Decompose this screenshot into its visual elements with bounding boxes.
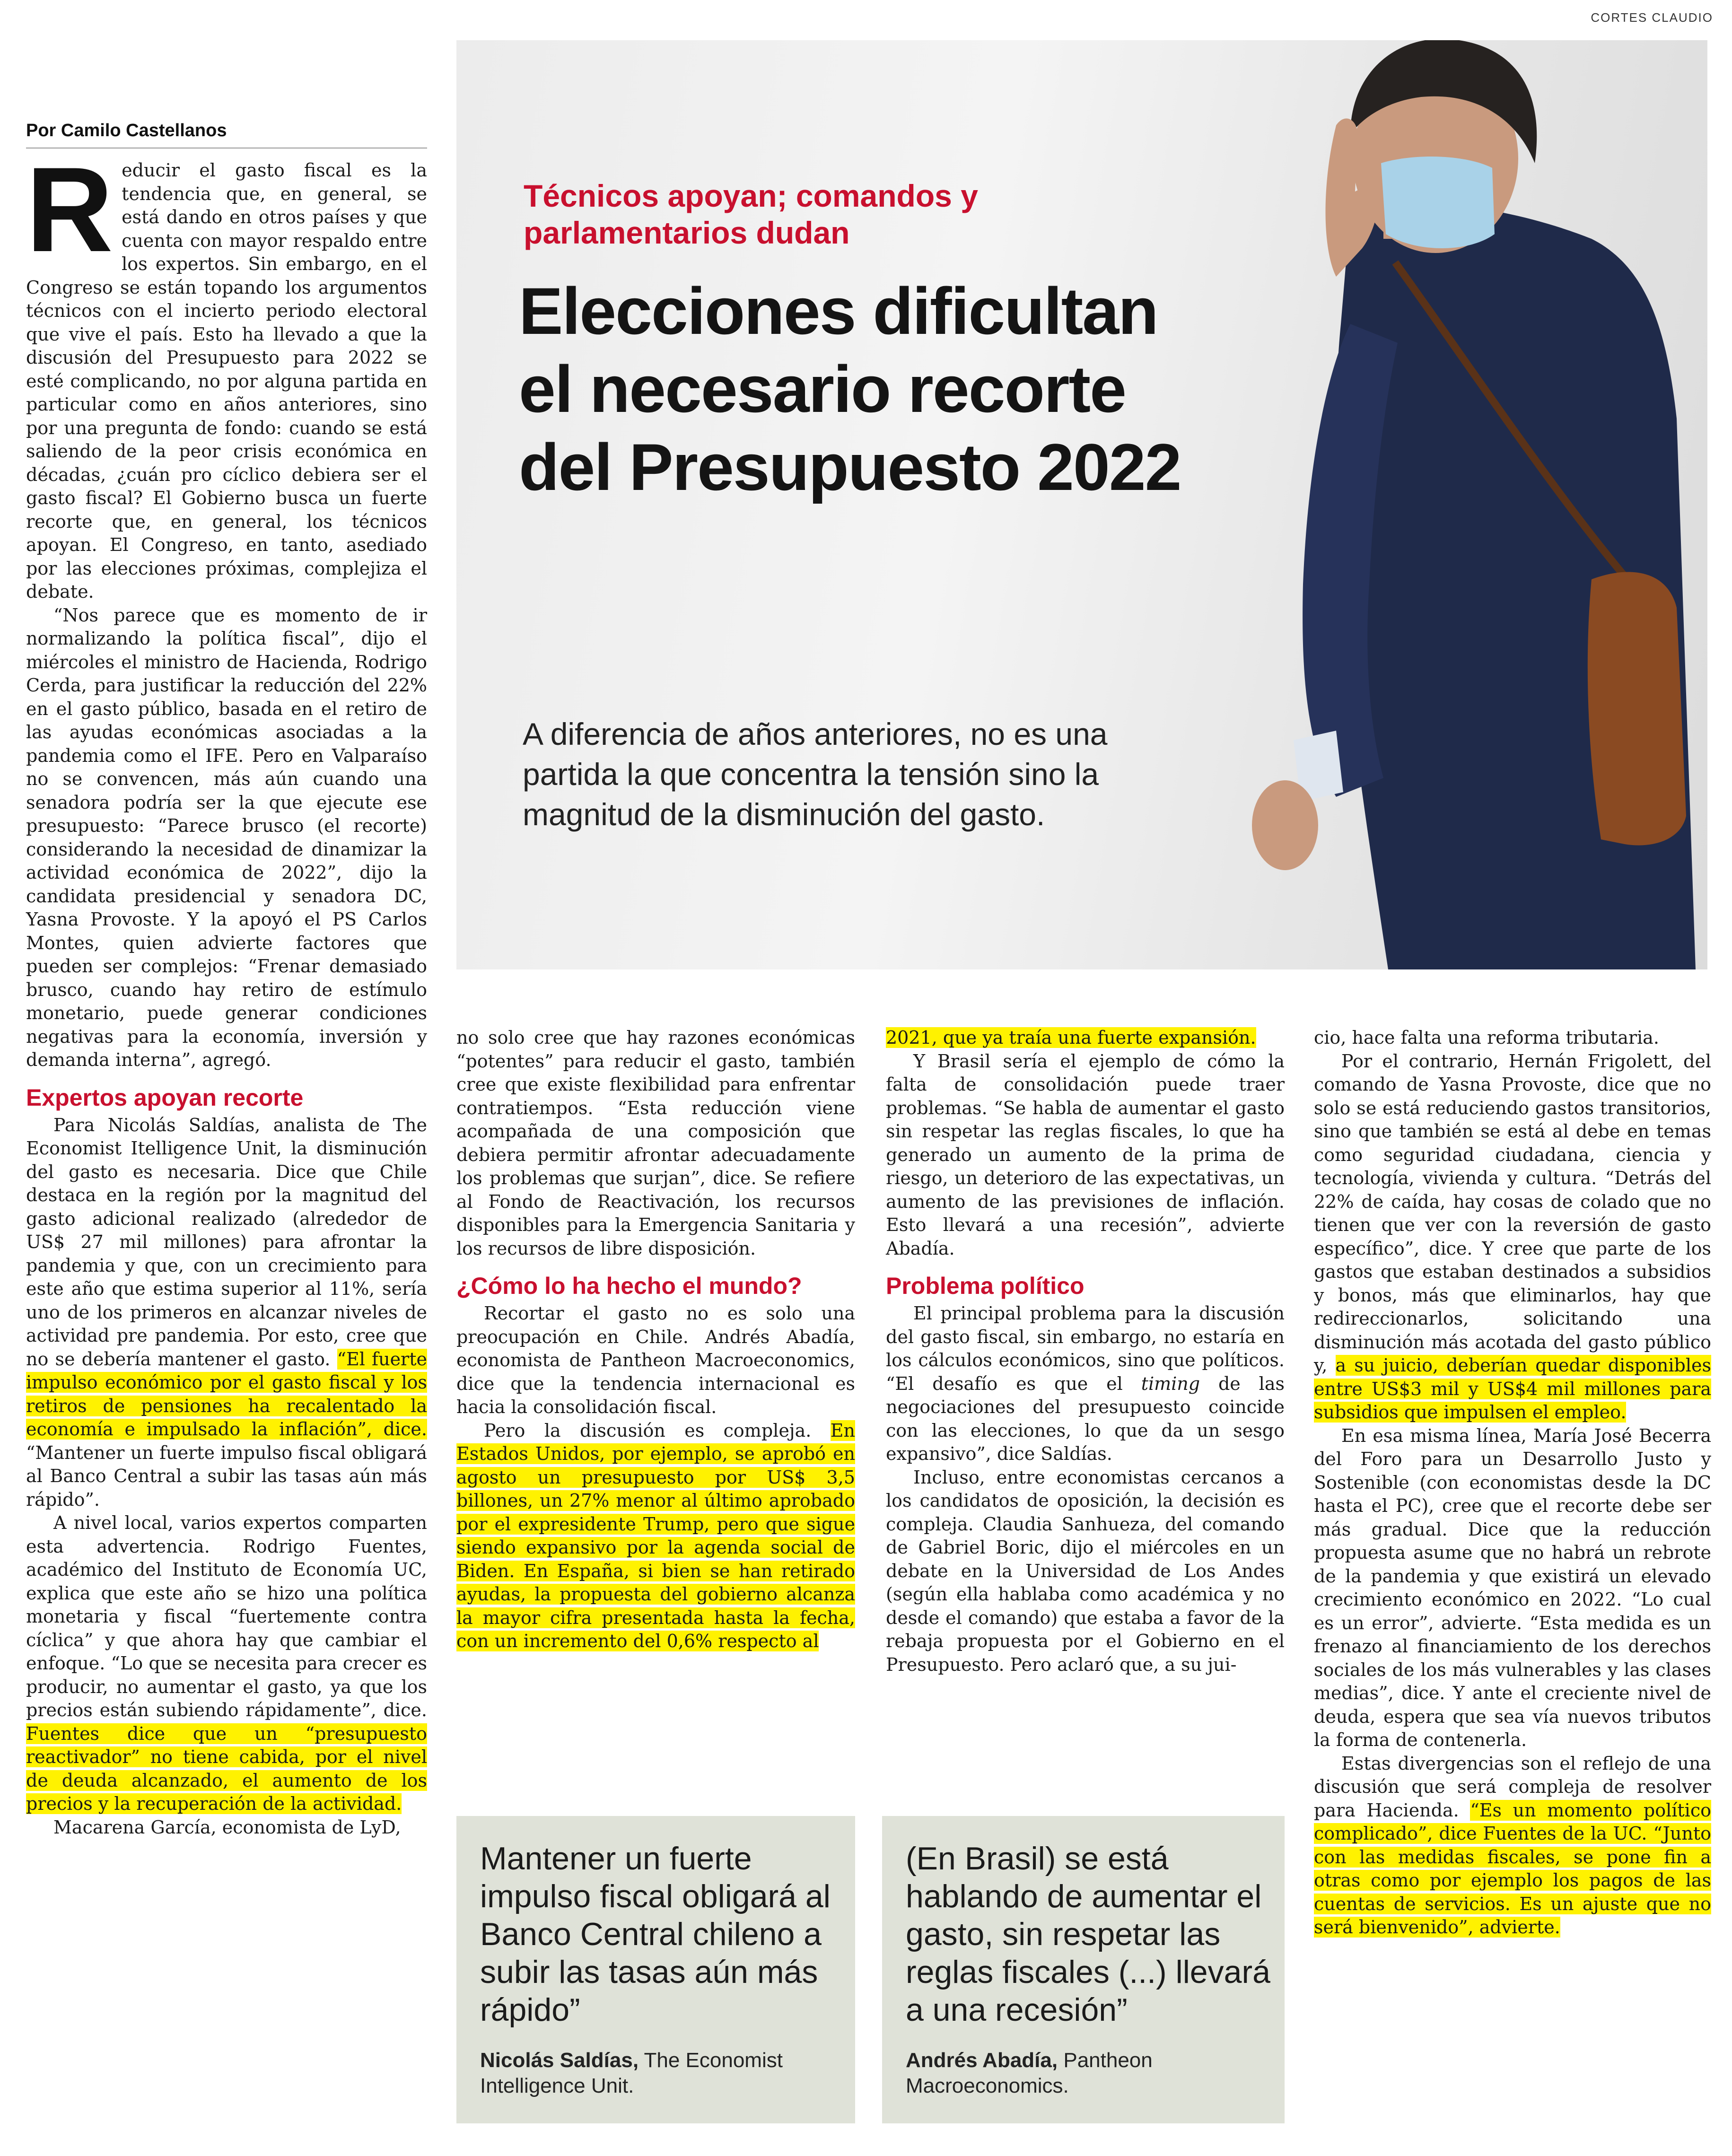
paragraph: [1314, 1752, 1711, 1939]
paragraph-text: Estas divergencias son el reflejo de una discusión que será compleja de resolver para Hacienda.: [1314, 1753, 1711, 1821]
paragraph: [1314, 1050, 1711, 1424]
hero-section: [456, 40, 1707, 969]
paragraph: no solo cree que hay razones económicas “potentes” para reducir el gasto, también cree que existe flexibilidad para enfrentar contratiempos. “Esta reducción viene acompañada de una composición que debiera permitir afrontar adecuadamente los problemas que surjan”, dice. Se refiere al Fondo de Reactivación, los recursos disponibles para la Emergencia Sanitaria y los recursos de libre disposición.: [456, 1027, 855, 1259]
drop-cap: R: [26, 142, 114, 277]
quote-affiliation: The Economist Intelligence Unit.: [480, 2049, 783, 2097]
quote-text: Mantener un fuerte impulso fiscal obligará al Banco Central chileno a subir las tasas aún más rápido”: [480, 1841, 831, 2028]
quote-author: Andrés Abadía,: [906, 2049, 1058, 2072]
paragraph: [26, 1114, 427, 1512]
quote-source: [906, 2048, 1270, 2099]
subhead-mundo: ¿Cómo lo ha hecho el mundo?: [456, 1273, 802, 1299]
paragraph: cio, hace falta una reforma tributaria.: [1314, 1027, 1659, 1048]
highlighted-text: “Es un momento político complicado”, dice Fuentes de la UC. “Junto con las medidas fiscales, se pone fin a otras como por ejemplo los pagos de las cuentas de servicios. Es un ajuste que no será bienvenido”, advierte.: [1314, 1799, 1711, 1938]
highlighted-text: Fuentes dice que un “presupuesto reactivador” no tiene cabida, por el nivel de deuda alcanzado, el aumento de los precios y la recuperación de la actividad.: [26, 1723, 427, 1814]
paragraph: [456, 1419, 855, 1653]
paragraph: [886, 1302, 1285, 1466]
kicker: Técnicos apoyan; comandos y parlamentarios dudan: [524, 178, 978, 250]
subhead-expertos: Expertos apoyan recorte: [26, 1084, 304, 1111]
highlighted-text: 2021, que ya traía una fuerte expansión.: [886, 1027, 1256, 1048]
deck: A diferencia de años anteriores, no es una partida la que concentra la tensión sino la magnitud de la disminución del gasto.: [523, 716, 1108, 832]
quote-text: (En Brasil) se está hablando de aumentar el gasto, sin respetar las reglas fiscales (...) llevará a una recesión”: [906, 1841, 1270, 2028]
paragraph-text: Por el contrario, Hernán Frigolett, del comando de Yasna Provoste, dice que no solo se está reduciendo gastos transitorios, sino que también se está al debe en temas como seguridad ciudadana, ciencia y tecnología, vivienda y cultura. “Detrás del 22% de caída, hay cosas de colado que no tienen que ver con la reversión de gasto específico”, dice. Y cree que parte de los gastos que estaban destinados a subsidios y bonos, más que eliminarlos, hay que redireccionarlos, solicitando una disminución más acotada del gasto público y,: [1314, 1050, 1711, 1376]
paragraph-text: Pero la discusión es compleja.: [484, 1420, 812, 1441]
italic-term: timing: [1141, 1373, 1200, 1394]
paragraph: Y Brasil sería el ejemplo de cómo la falta de consolidación puede traer problemas. “Se habla de aumentar el gasto sin respetar las reglas fiscales, lo que ha generado un aumento de la prima de riesgo, un deterioro de las expectativas, un aumento de las previsiones de inflación. Esto llevará a una recesión”, advierte Abadía.: [886, 1050, 1285, 1259]
quote-affiliation: Pantheon Macroeconomics.: [906, 2049, 1153, 2097]
paragraph-text: Para Nicolás Saldías, analista de The Economist Itelligence Unit, la disminución del gasto es necesaria. Dice que Chile destaca en la región por la magnitud del gasto adicional realizado (alrededor de US$ 27 mil millones) para afrontar la pandemia y que, con un crecimiento para este año que estima superior al 11%, sería uno de los primeros en alcanzar niveles de actividad pre pandemia. Por esto, cree que no se debería mantener el gasto.: [26, 1114, 427, 1370]
quote-source: [480, 2048, 841, 2099]
paragraph: Recortar el gasto no es solo una preocupación en Chile. Andrés Abadía, economista de Pantheon Macroeconomics, dice que la tendencia internacional es hacia la consolidación fiscal.: [456, 1303, 855, 1417]
paragraph: Incluso, entre economistas cercanos a los candidatos de oposición, la decisión es compleja. Claudia Sanhueza, del comando de Gabriel Boric, dijo el miércoles en un debate en la Universidad de Los Andes (según ella hablaba como académica y no desde el comando) que estaba a favor de la rebaja propuesta por el Gobierno en el Presupuesto. Pero aclaró que, a su jui-: [886, 1466, 1285, 1675]
paragraph: Macarena García, economista de LyD,: [53, 1816, 401, 1838]
paragraph: En esa misma línea, María José Becerra del Foro para un Desarrollo Justo y Sostenible (con economistas desde la DC hasta el PC), cree que el recorte debe ser más gradual. Dice que la reducción propuesta asume que no habrá un rebrote de la pandemia y que existirá un elevado crecimiento económico en 2022. “Lo cual es un error”, advierte. “Esta medida es un frenazo al financiamiento de los derechos sociales de los más vulnerables y las clases medias”, dice. Y ante el creciente nivel de deuda, espera que sea vía nuevos tributos la forma de contenerla.: [1314, 1425, 1711, 1750]
headline: Elecciones dificultan el necesario recorte del Presupuesto 2022: [519, 274, 1181, 504]
byline: Por Camilo Castellanos: [26, 121, 427, 148]
highlighted-text: “El fuerte impulso económico por el gasto fiscal y los retiros de pensiones ha recalentado la economía e impulsado la inflación”, dice.: [26, 1348, 427, 1440]
column-1: [26, 121, 427, 1839]
paragraph-text: de las negociaciones del presupuesto coincide con las elecciones, lo que da un sesgo expansivo”, dice Saldías.: [886, 1373, 1285, 1464]
photo-credit: CORTES CLAUDIO: [1591, 10, 1713, 25]
column-4: [1314, 1026, 1711, 1939]
quote-author: Nicolás Saldías,: [480, 2049, 639, 2072]
pull-quote-abadia: [882, 1816, 1285, 2123]
paragraph: [886, 1026, 1285, 1050]
subhead-problema: Problema político: [886, 1273, 1085, 1299]
paragraph: “Nos parece que es momento de ir normalizando la política fiscal”, dijo el miércoles el ministro de Hacienda, Rodrigo Cerda, para justificar la reducción del 22% en el gasto público, basada en el retiro de las ayudas económicas asociadas a la pandemia como el IFE. Pero en Valparaíso no se convencen, más aún cuando una senadora podría ser la que ejecute ese presupuesto: “Parece brusco (el recorte) considerando la necesidad de dinamizar la actividad económica de 2022”, dijo la candidata presidencial y senadora DC, Yasna Provoste. Y la apoyó el PS Carlos Montes, quien advierte factores que pueden ser complejos: “Frenar demasiado brusco, cuando hay retiro de estímulo monetario, puede generar condiciones negativas para la economía, inversión y demanda interna”, agregó.: [26, 604, 427, 1070]
highlighted-text: a su juicio, deberían quedar disponibles entre US$3 mil y US$4 mil millones para subsidios que impulsen el empleo.: [1314, 1355, 1711, 1423]
pull-quote-saldias: [456, 1816, 855, 2123]
highlighted-text: En Estados Unidos, por ejemplo, se aprobó en agosto un presupuesto por US$ 3,5 billones, un 27% menor al último aprobado por el expresidente Trump, pero que sigue siendo expansivo por la agenda social de Biden. En España, si bien se han retirado ayudas, la propuesta del gobierno alcanza la mayor cifra presentada hasta la fecha, con un incremento del 0,6% respecto al: [456, 1420, 855, 1651]
paragraph-text: A nivel local, varios expertos comparten esta advertencia. Rodrigo Fuentes, académico del Instituto de Economía UC, explica que este año se hizo una política monetaria y fiscal “fuertemente contra cíclica” y que ahora hay que cambiar el enfoque. “Lo que se necesita para crecer es producir, no aumentar el gasto, ya que los precios están subiendo rápidamente”, dice.: [26, 1512, 427, 1720]
intro-paragraph: [26, 142, 427, 604]
paragraph: [26, 1511, 427, 1816]
column-3: [886, 1026, 1285, 1676]
column-2: [456, 1026, 855, 1653]
paragraph-text: “Mantener un fuerte impulso fiscal obligará al Banco Central a subir las tasas aún más rápido”.: [26, 1442, 427, 1510]
intro-text: educir el gasto fiscal es la tendencia que, en general, se está dando en otros países y que cuenta con mayor respaldo entre los expertos. Sin embargo, en el Congreso se están topando los argumentos técnicos con el incierto periodo electoral que vive el país. Esto ha llevado a que la discusión del Presupuesto para 2022 se esté complicando, no por alguna partida en particular como en años anteriores, sino por una pregunta de fondo: cuando se está saliendo de la peor crisis económica en décadas, ¿cuán pro cíclico debiera ser el gasto fiscal? El Gobierno busca un fuerte recorte que, en general, los técnicos apoyan. El Congreso, en tanto, asediado por las elecciones próximas, complejiza el debate.: [26, 160, 427, 602]
paragraph-text: El principal problema para la discusión del gasto fiscal, sin embargo, no estaría en los cálculos económicos, sino que políticos. “El desafío es que el: [886, 1303, 1285, 1394]
